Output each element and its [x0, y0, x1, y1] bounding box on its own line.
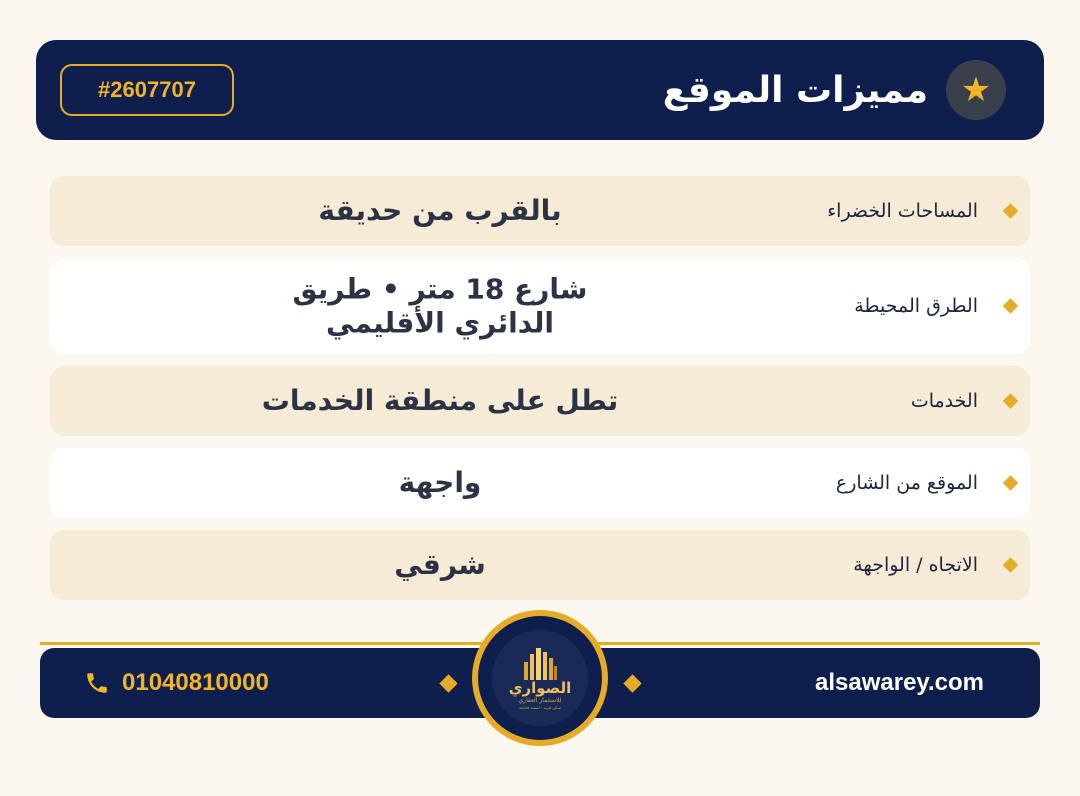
- page-title: مميزات الموقع: [662, 69, 928, 111]
- logo-name: الصواري: [508, 679, 572, 698]
- star-icon: ★: [946, 60, 1006, 120]
- company-logo: [472, 610, 608, 746]
- feature-value: تطل على منطقة الخدمات: [261, 384, 619, 418]
- phone-icon: [84, 670, 110, 696]
- phone-number: 01040810000: [122, 669, 269, 696]
- diamond-bullet-icon: [1003, 557, 1019, 573]
- feature-label: الخدمات: [910, 390, 978, 412]
- feature-label: الاتجاه / الواجهة: [853, 554, 978, 576]
- diamond-bullet-icon: [1003, 203, 1019, 219]
- feature-label: المساحات الخضراء: [827, 200, 978, 222]
- logo-subline: سكن فريد - لمسة فخامة: [519, 704, 561, 710]
- feature-value: شرقي: [394, 548, 486, 582]
- feature-value: بالقرب من حديقة: [318, 194, 562, 228]
- feature-value: شارع 18 متر • طريق الدائري الأقليمي: [292, 272, 588, 339]
- feature-row-surrounding-roads: [50, 258, 1030, 354]
- feature-row-street-position: [50, 448, 1030, 518]
- website-link[interactable]: alsawarey.com: [815, 669, 984, 696]
- header-bar: [36, 40, 1044, 140]
- feature-value: واجهة: [398, 466, 482, 500]
- diamond-ornament-icon: [623, 674, 641, 692]
- diamond-bullet-icon: [1003, 393, 1019, 409]
- listing-code-badge: #2607707: [60, 64, 234, 116]
- feature-row-green-spaces: [50, 176, 1030, 246]
- feature-label: الطرق المحيطة: [854, 295, 978, 317]
- phone-contact[interactable]: [84, 648, 269, 718]
- diamond-bullet-icon: [1003, 475, 1019, 491]
- feature-row-services: [50, 366, 1030, 436]
- feature-row-orientation: [50, 530, 1030, 600]
- feature-label: الموقع من الشارع: [835, 472, 978, 494]
- logo-tagline: للاستثمار العقاري: [518, 696, 562, 704]
- buildings-icon: [520, 646, 560, 680]
- diamond-ornament-icon: [439, 674, 457, 692]
- diamond-bullet-icon: [1003, 298, 1019, 314]
